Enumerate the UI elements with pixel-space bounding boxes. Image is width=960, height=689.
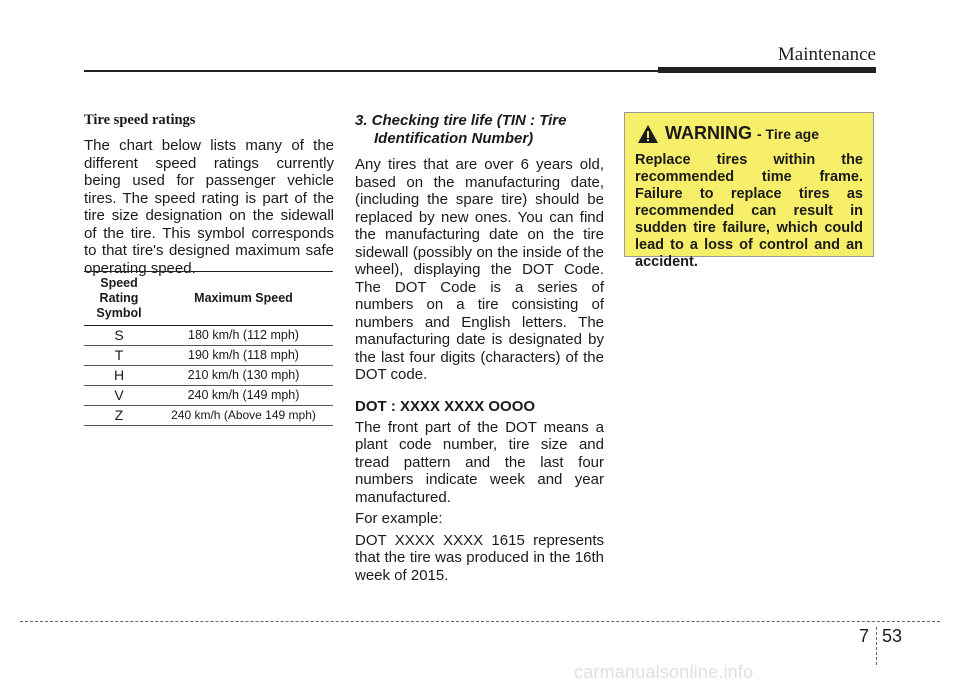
table-cell-symbol: T (84, 346, 154, 366)
table-cell-symbol: V (84, 386, 154, 406)
footer-rule (20, 621, 940, 622)
table-cell-symbol: S (84, 326, 154, 346)
table-cell-speed: 210 km/h (130 mph) (154, 366, 333, 386)
tire-life-para1: Any tires that are over 6 years old, based on the manufacturing date, (including the spare tire) should be replaced by new ones. You can find the manufacturing date on the tire sidewall (possibly on the inside of the wheel), displaying the DOT Code. The DOT Code is a series of numbers on a tire consisting of numbers and English letters. The manufacturing date is designated by the last four digits (characters) of the DOT code. (355, 156, 604, 383)
table-cell-speed: 190 km/h (118 mph) (154, 346, 333, 366)
watermark: carmanualsonline.info (574, 662, 754, 682)
header-rule (84, 70, 658, 72)
tire-life-para4: DOT XXXX XXXX 1615 represents that the tire was produced in the 16th week of 2015. (355, 531, 604, 584)
table-cell-symbol: H (84, 366, 154, 386)
header-title: Maintenance (777, 44, 876, 65)
page-number: 53 (882, 626, 903, 646)
speed-ratings-heading: Tire speed ratings (84, 112, 196, 128)
warning-triangle-icon (637, 124, 659, 144)
speed-ratings-body: The chart below lists many of the different speed ratings currently being used for passenger vehicle tires. The speed rating is part of the tire size designation on the sidewall of the tire. This symbol corresponds to that tire's designed maximum safe operating speed. (84, 137, 334, 277)
tire-life-heading (355, 112, 604, 148)
tire-life-para3: For example: (355, 510, 443, 527)
header-rule-thick (658, 67, 876, 73)
table-header-symbol: Speed Rating Symbol (84, 272, 154, 326)
speed-ratings-section (84, 112, 334, 277)
tire-life-heading-line1: 3. Checking tire life (TIN : Tire (355, 112, 567, 129)
tire-life-section (355, 112, 604, 588)
warning-word: WARNING (665, 123, 752, 143)
table-cell-speed: 240 km/h (Above 149 mph) (154, 406, 333, 426)
warning-box (624, 112, 874, 270)
table-cell-speed: 180 km/h (112 mph) (154, 326, 333, 346)
table-row (84, 406, 333, 426)
warning-subtitle: - Tire age (757, 125, 819, 142)
warning-title (637, 123, 863, 144)
warning-body: Replace tires within the recommended time frame. Failure to replace tires as recommended can result in sudden tire failure, which could lead to a loss of control and an accident. (635, 152, 863, 270)
tire-life-heading-line2: Identification Number) (374, 130, 534, 147)
table-row (84, 346, 333, 366)
tire-life-para2: The front part of the DOT means a plant code number, tire size and tread pattern and the last four numbers indicate week and year manufactured. (355, 418, 604, 506)
table-cell-speed: 240 km/h (149 mph) (154, 386, 333, 406)
chapter-number: 7 (859, 626, 870, 646)
table-header-speed: Maximum Speed (154, 272, 333, 326)
page-number-separator (876, 627, 878, 665)
dot-code-format: DOT : XXXX XXXX OOOO (355, 397, 536, 415)
table-row (84, 386, 333, 406)
speed-rating-table (84, 271, 333, 426)
table-cell-symbol: Z (84, 406, 154, 426)
table-row (84, 366, 333, 386)
table-row (84, 326, 333, 346)
